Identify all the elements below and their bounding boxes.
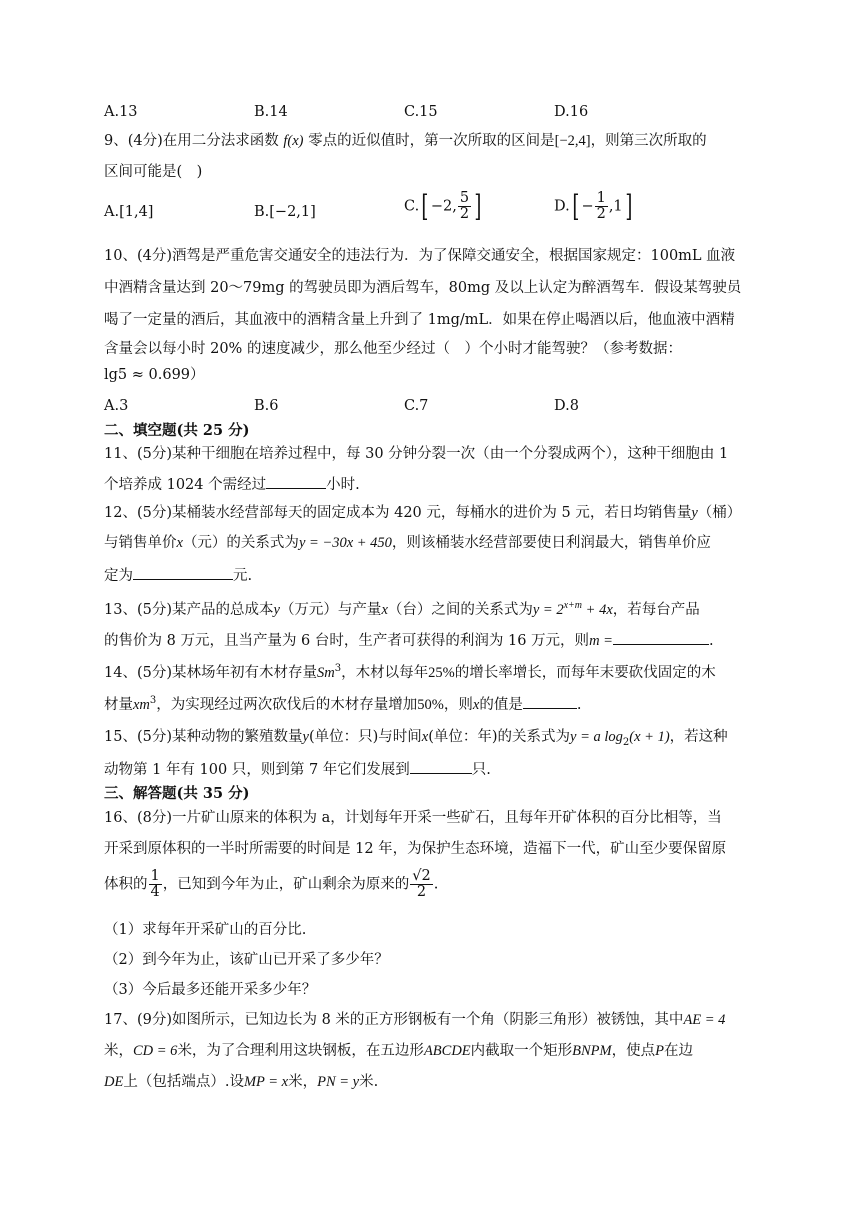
q9-option-c: C.[ −2, $\frac{5}{2}$ ]	[404, 188, 482, 224]
q12-line-3: 定为 元.	[104, 564, 252, 586]
q8-option-d: D.16	[554, 104, 589, 120]
q10-line-1: 10、(4分)酒驾是严重危害交通安全的违法行为．为了保障交通安全，根据国家规定：100mL 血液	[104, 248, 736, 264]
q16-subquestion-3: （3）今后最多还能开采多少年？	[104, 982, 317, 998]
q12-line-1: 12、(5分)某桶装水经营部每天的固定成本为 420 元，每桶水的进价为 5 元，若日均销售量y（桶）	[104, 505, 742, 521]
q15-answer-blank	[410, 758, 472, 774]
q13-answer-blank	[613, 629, 709, 645]
q9-option-d: D.[ − $\frac{1}{2}$ ,1]	[554, 188, 633, 224]
q9-option-b: B.[−2,1]	[254, 204, 316, 220]
q8-option-c: C.15	[404, 104, 438, 120]
q10-option-d: D.8	[554, 398, 579, 414]
q13-line-2: 的售价为 8 万元，且当产量为 6 台时，生产者可获得的利润为 16 万元，则m = .	[104, 629, 714, 651]
q10-option-a: A.3	[104, 398, 129, 414]
q16-line-1: 16、(8分)一片矿山原来的体积为 a，计划每年开采一些矿石，且每年开矿体积的百分比相等，当	[104, 810, 722, 826]
q13-line-1: 13、(5分)某产品的总成本y（万元）与产量x（台）之间的关系式为$y = 2^{x+m} + 4x$，若每台产品	[104, 600, 700, 618]
q15-line-1: 15、(5分)某种动物的繁殖数量y(单位：只)与时间x(单位：年)的关系式为y = a $\log_2(x + 1)$，若这种	[104, 729, 728, 748]
q12-line-2: 与销售单价x（元）的关系式为y = −30x + 450，则该桶装水经营部要使日利润最大，销售单价应	[104, 535, 711, 551]
q16-line-3: 体积的 $\frac{1}{4}$ ，已知到今年为止，矿山剩余为原来的 $\frac{√2}{2}$ .	[104, 868, 439, 900]
q14-line-2: 材量$xm^3$，为实现经过两次砍伐后的木材存量增加50%，则x的值是 .	[104, 691, 581, 715]
q9-option-a: A.[1,4]	[104, 204, 154, 220]
q15-line-2: 动物第 1 年有 100 只，则到第 7 年它们发展到 只.	[104, 758, 491, 780]
q9-line-1: 9、(4分)在用二分法求函数 f(x) 零点的近似值时，第一次所取的区间是[−2,4]，则第三次所取的	[104, 133, 707, 149]
q10-option-b: B.6	[254, 398, 279, 414]
q14-line-1: 14、(5分)某林场年初有木材存量Sm$^3$，木材以每年25%的增长率增长，而每年末要砍伐固定的木	[104, 663, 716, 681]
q10-line-2: 中酒精含量达到 20～79mg 的驾驶员即为酒后驾车，80mg 及以上认定为醉酒驾车．假设某驾驶员	[104, 280, 742, 296]
q8-option-a: A.13	[104, 104, 138, 120]
q17-line-2: 米，CD = 6米，为了合理利用这块钢板，在五边形ABCDE内截取一个矩形BNPM，使点P在边	[104, 1043, 693, 1059]
q16-line-2: 开采到原体积的一半时所需要的时间是 12 年，为保护生态环境，造福下一代，矿山至少要保留原	[104, 841, 727, 857]
section-2-title: 二、填空题(共 25 分)	[104, 422, 250, 439]
q17-line-1: 17、(9分)如图所示，已知边长为 8 米的正方形钢板有一个角（阴影三角形）被锈蚀，其中AE = 4	[104, 1012, 726, 1028]
q11-line-2: 个培养成 1024 个需经过 小时.	[104, 473, 360, 495]
q16-subquestion-1: （1）求每年开采矿山的百分比.	[104, 922, 307, 938]
q17-line-3: DE上（包括端点）.设MP = x米，PN = y米.	[104, 1074, 379, 1090]
q14-answer-blank	[523, 693, 577, 709]
q9-line-2: 区间可能是( )	[104, 164, 203, 180]
q8-option-b: B.14	[254, 104, 288, 120]
q11-line-1: 11、(5分)某种干细胞在培养过程中，每 30 分钟分裂一次（由一个分裂成两个），这种干细胞由 1	[104, 446, 729, 462]
q10-line-3: 喝了一定量的酒后，其血液中的酒精含量上升到了 1mg/mL．如果在停止喝酒以后，他血液中酒精	[104, 312, 735, 328]
q12-answer-blank	[133, 564, 233, 580]
q10-line-4: 含量会以每小时 20% 的速度减少，那么他至少经过（ ）个小时才能驾驶？（参考数据：	[104, 341, 682, 357]
q11-answer-blank	[266, 473, 326, 489]
q10-option-c: C.7	[404, 398, 429, 414]
q10-line-5: lg5 ≈ 0.699）	[104, 367, 205, 383]
section-3-title: 三、解答题(共 35 分)	[104, 785, 250, 802]
q16-subquestion-2: （2）到今年为止，该矿山已开采了多少年？	[104, 952, 389, 968]
